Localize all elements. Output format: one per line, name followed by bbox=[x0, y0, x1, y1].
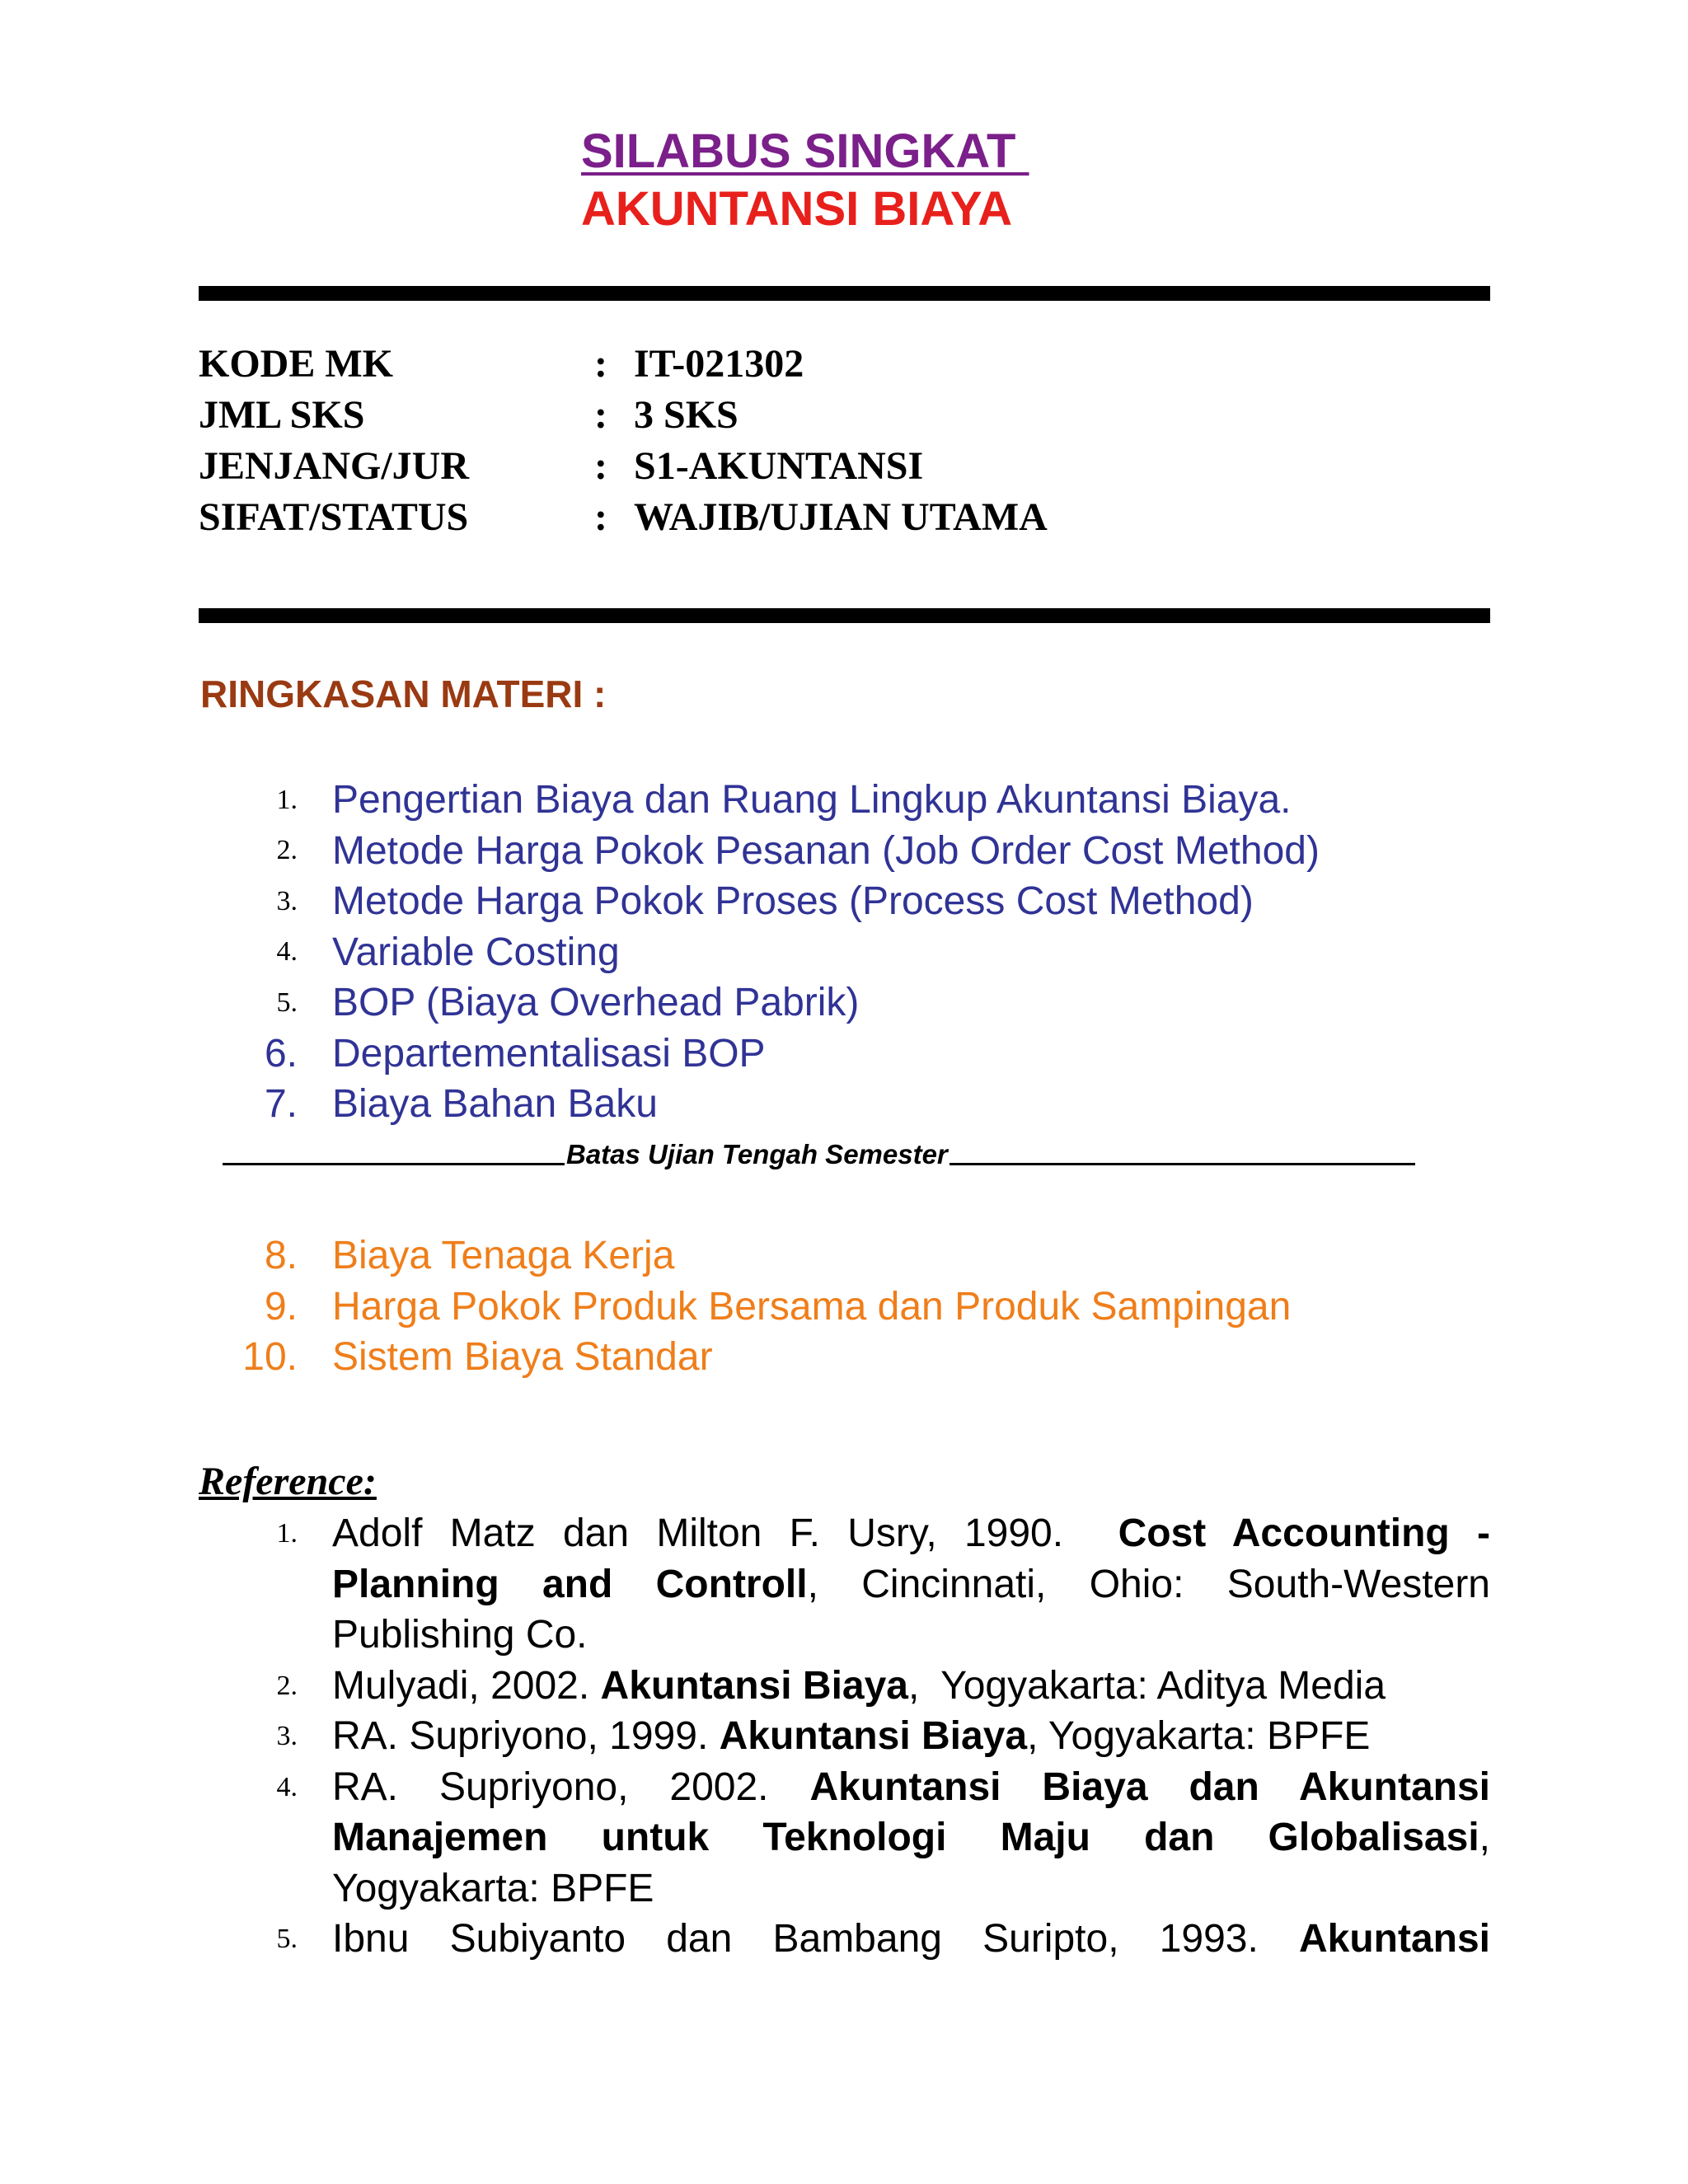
reference-item bbox=[199, 1508, 1490, 1661]
list-number: 6. bbox=[264, 1031, 298, 1076]
materi-list-before-uts bbox=[199, 775, 1517, 1130]
list-number: 4. bbox=[276, 936, 298, 968]
reference-title: Akuntansi Biaya dan Akuntansi Manajemen untuk Teknologi Maju dan Globalisasi bbox=[332, 1765, 1490, 1859]
list-text: Pengertian Biaya dan Ruang Lingkup Akuntansi Biaya. bbox=[332, 778, 1292, 823]
reference-publisher: , Yogyakarta: BPFE bbox=[332, 1816, 1490, 1910]
list-item bbox=[199, 927, 1517, 978]
info-value: IT-021302 bbox=[634, 341, 804, 386]
reference-author: Ibnu Subiyanto dan Bambang Suripto, 1993. bbox=[332, 1917, 1299, 1961]
info-key: JENJANG/JUR bbox=[199, 443, 470, 488]
reference-author: Mulyadi, 2002. bbox=[332, 1663, 601, 1708]
list-item bbox=[199, 775, 1517, 826]
materi-list-after-uts bbox=[199, 1230, 1517, 1383]
info-value: WAJIB/UJIAN UTAMA bbox=[634, 494, 1048, 539]
list-number: 1. bbox=[276, 784, 298, 815]
list-number: 3. bbox=[276, 885, 298, 916]
ringkasan-heading: RINGKASAN MATERI : bbox=[200, 673, 607, 715]
info-key: KODE MK bbox=[199, 341, 393, 386]
reference-text bbox=[332, 1661, 1490, 1712]
list-text: Departementalisasi BOP bbox=[332, 1031, 766, 1076]
title-block bbox=[581, 124, 1029, 239]
info-value: S1-AKUNTANSI bbox=[634, 443, 924, 488]
list-item bbox=[199, 977, 1517, 1029]
reference-list bbox=[199, 1508, 1490, 1965]
reference-item bbox=[199, 1762, 1490, 1915]
list-text: Biaya Bahan Baku bbox=[332, 1082, 658, 1127]
list-number: 2. bbox=[276, 835, 298, 866]
reference-author: RA. Supriyono, 1999. bbox=[332, 1714, 720, 1758]
uts-divider-label: Batas Ujian Tengah Semester bbox=[566, 1139, 948, 1169]
uts-divider-line-left bbox=[223, 1163, 565, 1165]
reference-text bbox=[332, 1711, 1490, 1762]
list-item bbox=[199, 1332, 1517, 1383]
reference-publisher: , Yogyakarta: BPFE bbox=[1027, 1714, 1371, 1758]
reference-title: Akuntansi bbox=[1298, 1917, 1490, 1961]
info-value: 3 SKS bbox=[634, 392, 738, 437]
list-text: BOP (Biaya Overhead Pabrik) bbox=[332, 981, 860, 1025]
reference-text bbox=[332, 1508, 1490, 1661]
list-text: Biaya Tenaga Kerja bbox=[332, 1234, 675, 1278]
reference-number: 3. bbox=[276, 1721, 298, 1751]
list-item bbox=[199, 876, 1517, 927]
uts-divider bbox=[223, 1139, 1459, 1170]
list-text: Metode Harga Pokok Pesanan (Job Order Cost Method) bbox=[332, 828, 1320, 873]
reference-title: Cost Accounting - Planning and Controll bbox=[332, 1511, 1490, 1606]
course-info bbox=[199, 338, 1048, 542]
reference-text bbox=[332, 1762, 1490, 1915]
reference-item bbox=[199, 1711, 1490, 1762]
list-number: 5. bbox=[276, 987, 298, 1018]
reference-item bbox=[199, 1661, 1490, 1712]
list-item bbox=[199, 1029, 1517, 1080]
reference-heading: Reference: bbox=[199, 1460, 377, 1503]
list-text: Sistem Biaya Standar bbox=[332, 1335, 713, 1380]
reference-author: RA. Supriyono, 2002. bbox=[332, 1765, 810, 1809]
info-colon: : bbox=[594, 494, 607, 539]
reference-number: 4. bbox=[276, 1771, 298, 1802]
info-row-kode-mk bbox=[199, 338, 1048, 389]
reference-number: 1. bbox=[276, 1518, 298, 1549]
top-divider bbox=[199, 286, 1490, 301]
list-item bbox=[199, 1079, 1517, 1130]
list-number: 9. bbox=[264, 1284, 298, 1329]
list-item bbox=[199, 1282, 1517, 1333]
info-row-jenjang-jur bbox=[199, 440, 1048, 491]
info-row-sifat-status bbox=[199, 491, 1048, 542]
info-row-jml-sks bbox=[199, 389, 1048, 440]
uts-divider-line-right bbox=[950, 1163, 1415, 1165]
reference-text bbox=[332, 1914, 1490, 1965]
list-item bbox=[199, 826, 1517, 877]
info-colon: : bbox=[594, 443, 607, 488]
title-silabus-singkat: SILABUS SINGKAT bbox=[581, 124, 1029, 178]
reference-title: Akuntansi Biaya bbox=[600, 1663, 908, 1708]
info-colon: : bbox=[594, 341, 607, 386]
list-text: Variable Costing bbox=[332, 930, 620, 974]
title-akuntansi-biaya: AKUNTANSI BIAYA bbox=[581, 182, 1013, 236]
bottom-divider bbox=[199, 608, 1490, 623]
reference-number: 2. bbox=[276, 1670, 298, 1701]
reference-number: 5. bbox=[276, 1924, 298, 1954]
list-item bbox=[199, 1230, 1517, 1282]
reference-author: Adolf Matz dan Milton F. Usry, 1990. bbox=[332, 1511, 1118, 1555]
reference-title: Akuntansi Biaya bbox=[719, 1714, 1028, 1758]
reference-publisher: , Yogyakarta: Aditya Media bbox=[907, 1663, 1386, 1708]
info-key: JML SKS bbox=[199, 392, 365, 437]
reference-item bbox=[199, 1914, 1490, 1965]
list-number: 7. bbox=[264, 1082, 298, 1127]
list-number: 8. bbox=[264, 1234, 298, 1278]
list-text: Harga Pokok Produk Bersama dan Produk Sampingan bbox=[332, 1284, 1292, 1329]
info-key: SIFAT/STATUS bbox=[199, 494, 469, 539]
info-colon: : bbox=[594, 392, 607, 437]
reference-publisher: , Cincinnati, Ohio: South-Western Publishing Co. bbox=[332, 1562, 1490, 1657]
list-text: Metode Harga Pokok Proses (Process Cost Method) bbox=[332, 879, 1254, 924]
list-number: 10. bbox=[242, 1335, 298, 1380]
